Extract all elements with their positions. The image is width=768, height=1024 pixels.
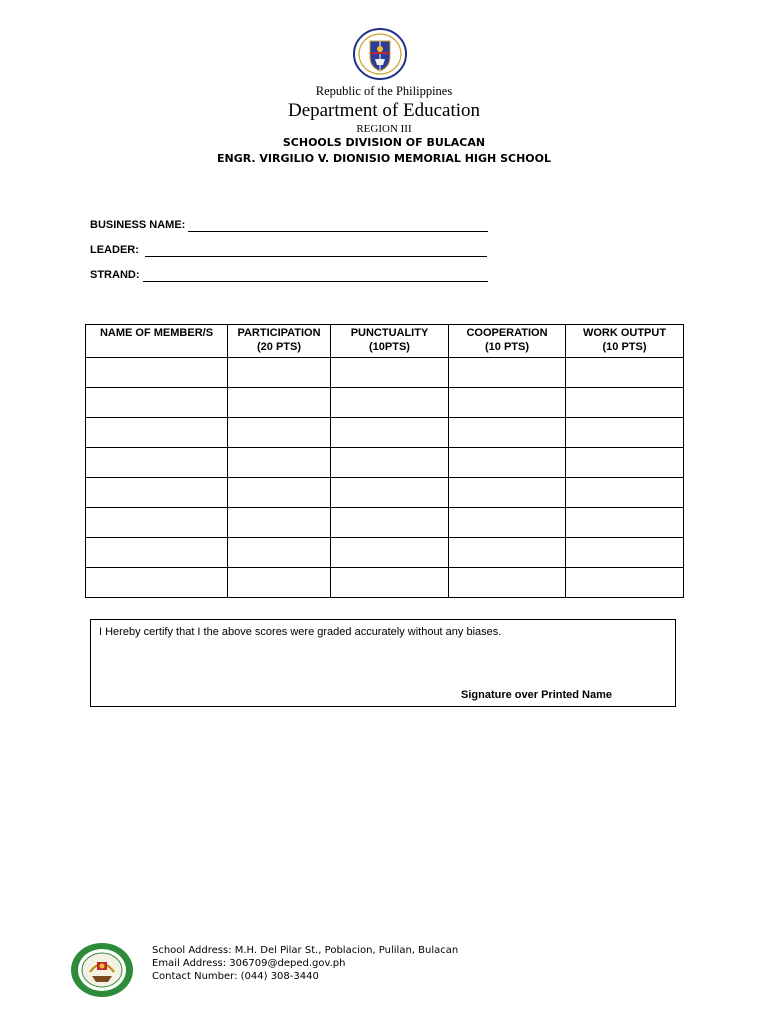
- table-cell[interactable]: [566, 508, 684, 538]
- department-title: Department of Education: [287, 100, 481, 121]
- blank-line: [145, 244, 487, 257]
- table-cell[interactable]: [228, 478, 331, 508]
- region-text: REGION III: [356, 123, 412, 135]
- table-cell[interactable]: [566, 388, 684, 418]
- table-cell[interactable]: [331, 508, 449, 538]
- document-header: [0, 84, 768, 167]
- republic-text: Republic of the Philippines: [315, 84, 453, 98]
- table-row: [86, 448, 684, 478]
- table-cell[interactable]: [449, 418, 566, 448]
- table-cell[interactable]: [86, 508, 228, 538]
- table-row: [86, 478, 684, 508]
- table-cell[interactable]: [228, 448, 331, 478]
- table-row: [86, 508, 684, 538]
- deped-seal-logo: [346, 27, 414, 81]
- table-cell[interactable]: [449, 478, 566, 508]
- blank-line: [188, 219, 488, 232]
- school-logo: [70, 942, 134, 998]
- school-address: School Address: M.H. Del Pilar St., Poblacion, Pulilan, Bulacan: [152, 945, 459, 956]
- table-cell[interactable]: [566, 358, 684, 388]
- school-name: ENGR. VIRGILIO V. DIONISIO MEMORIAL HIGH SCHOOL: [216, 152, 552, 165]
- signature-label: Signature over Printed Name: [461, 689, 612, 701]
- strand-field[interactable]: [90, 257, 510, 282]
- table-row: [86, 388, 684, 418]
- group-info-fields: [90, 207, 510, 282]
- certification-statement: I Hereby certify that I the above scores were graded accurately without any biases.: [99, 626, 502, 638]
- table-cell[interactable]: [331, 478, 449, 508]
- field-label: LEADER:: [90, 244, 139, 256]
- table-row: [86, 538, 684, 568]
- table-cell[interactable]: [86, 568, 228, 598]
- leader-field[interactable]: [90, 232, 510, 257]
- table-cell[interactable]: [331, 418, 449, 448]
- table-cell[interactable]: [86, 478, 228, 508]
- table-cell[interactable]: [228, 508, 331, 538]
- table-cell[interactable]: [566, 418, 684, 448]
- table-cell[interactable]: [566, 568, 684, 598]
- table-cell[interactable]: [566, 538, 684, 568]
- column-header-participation: PARTICIPATION (20 PTS): [228, 325, 331, 358]
- table-cell[interactable]: [449, 538, 566, 568]
- certification-box: [90, 619, 676, 707]
- table-header-row: [86, 325, 684, 358]
- table-cell[interactable]: [331, 568, 449, 598]
- score-table: [85, 324, 684, 598]
- table-cell[interactable]: [86, 538, 228, 568]
- table-cell[interactable]: [331, 358, 449, 388]
- column-header-work-output: WORK OUTPUT (10 PTS): [566, 325, 684, 358]
- field-label: BUSINESS NAME:: [90, 219, 186, 231]
- table-cell[interactable]: [331, 448, 449, 478]
- blank-line: [143, 269, 488, 282]
- school-contact-footer: [152, 944, 458, 983]
- table-cell[interactable]: [449, 448, 566, 478]
- table-cell[interactable]: [449, 568, 566, 598]
- column-header-cooperation: COOPERATION (10 PTS): [449, 325, 566, 358]
- column-header-member: NAME OF MEMBER/S: [86, 325, 228, 358]
- table-cell[interactable]: [86, 358, 228, 388]
- table-cell[interactable]: [86, 418, 228, 448]
- table-cell[interactable]: [331, 388, 449, 418]
- table-cell[interactable]: [449, 358, 566, 388]
- table-cell[interactable]: [228, 388, 331, 418]
- table-cell[interactable]: [228, 538, 331, 568]
- table-row: [86, 358, 684, 388]
- division-text: SCHOOLS DIVISION OF BULACAN: [282, 136, 486, 149]
- table-cell[interactable]: [331, 538, 449, 568]
- table-cell[interactable]: [228, 418, 331, 448]
- table-cell[interactable]: [566, 448, 684, 478]
- table-cell[interactable]: [228, 568, 331, 598]
- table-row: [86, 418, 684, 448]
- table-cell[interactable]: [86, 388, 228, 418]
- business-name-field[interactable]: [90, 207, 510, 232]
- table-cell[interactable]: [449, 388, 566, 418]
- table-cell[interactable]: [86, 448, 228, 478]
- email-address: Email Address: 306709@deped.gov.ph: [152, 958, 346, 969]
- field-label: STRAND:: [90, 269, 140, 281]
- table-cell[interactable]: [228, 358, 331, 388]
- column-header-punctuality: PUNCTUALITY (10PTS): [331, 325, 449, 358]
- table-cell[interactable]: [449, 508, 566, 538]
- contact-number: Contact Number: (044) 308-3440: [152, 971, 319, 982]
- table-cell[interactable]: [566, 478, 684, 508]
- table-row: [86, 568, 684, 598]
